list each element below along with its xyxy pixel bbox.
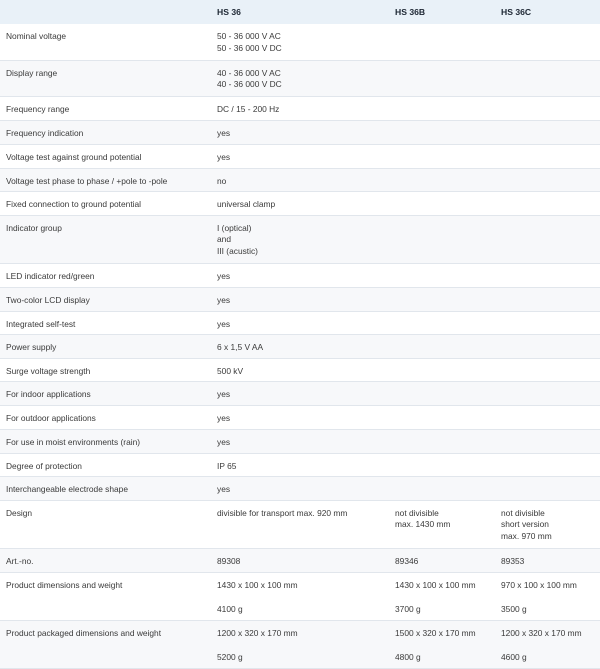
spec-value-hs-36b	[387, 572, 493, 620]
spec-value-line: not divisible	[501, 507, 545, 518]
spec-value-line: III (acustic)	[217, 245, 258, 256]
table-row	[0, 215, 600, 263]
spec-value-line: 50 - 36 000 V DC	[217, 42, 282, 53]
spec-value-line: 3500 g	[501, 603, 527, 614]
spec-value-hs-36	[209, 191, 387, 215]
spec-value-hs-36c	[493, 381, 600, 405]
spec-table-header	[0, 0, 600, 24]
table-row	[0, 381, 600, 405]
table-row	[0, 500, 600, 548]
spec-value-hs-36b	[387, 358, 493, 381]
spec-value-hs-36b	[387, 263, 493, 287]
spec-value-hs-36b	[387, 144, 493, 168]
header-hs-36b: HS 36B	[395, 7, 426, 17]
spec-label: Voltage test against ground potential	[6, 151, 142, 162]
spec-value-hs-36b	[387, 96, 493, 120]
spec-value-hs-36c	[493, 215, 600, 263]
spec-value-line: yes	[217, 127, 231, 138]
spec-value-line: 89353	[501, 555, 525, 566]
table-row	[0, 24, 600, 60]
table-row	[0, 453, 600, 476]
table-row	[0, 96, 600, 120]
table-row	[0, 548, 600, 572]
spec-value-hs-36c	[493, 358, 600, 381]
spec-value-line: 40 - 36 000 V DC	[217, 79, 282, 89]
spec-value-line: 1430 x 100 x 100 mm	[217, 579, 298, 590]
spec-value-hs-36b	[387, 476, 493, 500]
spec-value-hs-36b	[387, 168, 493, 191]
spec-label: For use in moist environments (rain)	[6, 436, 141, 447]
spec-value-hs-36	[209, 263, 387, 287]
spec-value-hs-36b	[387, 405, 493, 429]
spec-value-line: 1500 x 320 x 170 mm	[395, 627, 476, 638]
spec-value-hs-36b	[387, 191, 493, 215]
spec-value-hs-36b	[387, 24, 493, 60]
spec-value-hs-36c	[493, 476, 600, 500]
spec-value-line: not divisible	[395, 507, 439, 518]
spec-value-line: 50 - 36 000 V AC	[217, 31, 281, 41]
spec-value-hs-36	[209, 120, 387, 144]
spec-label: Product dimensions and weight	[6, 579, 123, 590]
spec-value-line: yes	[217, 151, 231, 162]
spec-value-line: DC / 15 - 200 Hz	[217, 103, 280, 114]
spec-value-hs-36b	[387, 453, 493, 476]
spec-label: Degree of protection	[6, 460, 82, 471]
spec-value-line: 3700 g	[395, 603, 421, 614]
spec-value-hs-36	[209, 476, 387, 500]
spec-value-line: 1430 x 100 x 100 mm	[395, 579, 476, 590]
spec-value-hs-36c	[493, 287, 600, 311]
spec-value-hs-36b	[387, 381, 493, 405]
spec-label: LED indicator red/green	[6, 270, 95, 281]
spec-value-hs-36c	[493, 311, 600, 334]
spec-value-hs-36b	[387, 215, 493, 263]
spec-value-hs-36c	[493, 405, 600, 429]
spec-value-line	[217, 639, 387, 652]
spec-value-hs-36	[209, 405, 387, 429]
spec-value-line: 1200 x 320 x 170 mm	[501, 627, 582, 638]
spec-value-line: yes	[217, 318, 231, 329]
spec-value-line	[501, 591, 600, 604]
spec-value-hs-36	[209, 500, 387, 548]
table-row	[0, 311, 600, 334]
spec-value-line: divisible for transport max. 920 mm	[217, 507, 348, 518]
spec-label: Surge voltage strength	[6, 365, 91, 376]
spec-value-hs-36b	[387, 620, 493, 668]
spec-value-hs-36	[209, 311, 387, 334]
spec-label: Fixed connection to ground potential	[6, 198, 142, 209]
spec-value-line: universal clamp	[217, 198, 276, 209]
spec-value-hs-36	[209, 168, 387, 191]
table-row	[0, 120, 600, 144]
table-row	[0, 144, 600, 168]
spec-value-hs-36c	[493, 334, 600, 358]
spec-value-hs-36c	[493, 620, 600, 668]
spec-value-hs-36c	[493, 24, 600, 60]
spec-label: Indicator group	[6, 222, 62, 233]
spec-label: Two-color LCD display	[6, 294, 90, 305]
spec-value-hs-36	[209, 381, 387, 405]
spec-value-line: 6 x 1,5 V AA	[217, 341, 264, 352]
spec-value-line: yes	[217, 436, 231, 447]
spec-value-hs-36c	[493, 60, 600, 96]
spec-value-line: 89346	[395, 555, 419, 566]
spec-value-hs-36	[209, 287, 387, 311]
spec-value-hs-36	[209, 429, 387, 453]
spec-value-hs-36	[209, 334, 387, 358]
spec-value-line: yes	[217, 270, 231, 281]
header-row	[0, 0, 600, 24]
table-row	[0, 405, 600, 429]
spec-value-line: 1200 x 320 x 170 mm	[217, 627, 298, 638]
spec-value-hs-36c	[493, 429, 600, 453]
table-row	[0, 263, 600, 287]
spec-value-hs-36c	[493, 96, 600, 120]
spec-value-hs-36	[209, 620, 387, 668]
spec-value-hs-36	[209, 358, 387, 381]
spec-value-line: max. 1430 mm	[395, 519, 451, 529]
spec-value-hs-36	[209, 572, 387, 620]
spec-value-line: yes	[217, 412, 231, 423]
spec-value-line: I (optical)	[217, 222, 252, 233]
spec-value-line: 970 x 100 x 100 mm	[501, 579, 577, 590]
spec-value-line: 89308	[217, 555, 241, 566]
spec-value-hs-36c	[493, 191, 600, 215]
spec-value-hs-36	[209, 215, 387, 263]
table-row	[0, 334, 600, 358]
spec-label: Nominal voltage	[6, 31, 67, 41]
table-row	[0, 429, 600, 453]
spec-value-hs-36b	[387, 500, 493, 548]
spec-value-hs-36	[209, 453, 387, 476]
spec-label: Power supply	[6, 341, 57, 352]
spec-label: Product packaged dimensions and weight	[6, 627, 162, 638]
spec-value-hs-36	[209, 144, 387, 168]
spec-value-hs-36b	[387, 60, 493, 96]
spec-value-hs-36b	[387, 311, 493, 334]
spec-value-hs-36	[209, 24, 387, 60]
spec-label: Design	[6, 507, 33, 518]
spec-value-line: IP 65	[217, 460, 237, 471]
spec-value-hs-36c	[493, 572, 600, 620]
spec-label: Interchangeable electrode shape	[6, 483, 128, 494]
spec-label: For outdoor applications	[6, 412, 96, 423]
spec-value-hs-36b	[387, 287, 493, 311]
spec-table-body	[0, 24, 600, 668]
spec-value-hs-36c	[493, 453, 600, 476]
spec-value-hs-36b	[387, 548, 493, 572]
spec-value-hs-36	[209, 96, 387, 120]
spec-value-hs-36c	[493, 548, 600, 572]
spec-value-hs-36b	[387, 334, 493, 358]
table-row	[0, 620, 600, 668]
spec-label: Art.-no.	[6, 555, 34, 566]
spec-value-line: 40 - 36 000 V AC	[217, 67, 281, 78]
spec-label: Frequency range	[6, 103, 70, 114]
spec-value-line: short version	[501, 519, 549, 529]
spec-value-hs-36c	[493, 120, 600, 144]
spec-value-line: yes	[217, 483, 231, 494]
spec-value-hs-36c	[493, 144, 600, 168]
spec-value-hs-36c	[493, 168, 600, 191]
table-row	[0, 191, 600, 215]
header-hs-36: HS 36	[217, 7, 241, 17]
spec-value-line: 5200 g	[217, 651, 243, 662]
table-row	[0, 572, 600, 620]
spec-value-line	[217, 591, 387, 604]
spec-value-hs-36c	[493, 263, 600, 287]
spec-value-hs-36c	[493, 500, 600, 548]
spec-label: For indoor applications	[6, 388, 91, 399]
spec-value-line: no	[217, 175, 227, 186]
spec-label: Integrated self-test	[6, 318, 76, 329]
spec-value-line	[501, 639, 600, 652]
spec-value-line	[395, 591, 493, 604]
spec-value-hs-36	[209, 60, 387, 96]
spec-value-line: max. 970 mm	[501, 530, 552, 541]
table-row	[0, 287, 600, 311]
spec-label: Display range	[6, 67, 58, 78]
spec-value-line: 4600 g	[501, 651, 527, 662]
table-row	[0, 476, 600, 500]
table-row	[0, 60, 600, 96]
spec-value-hs-36b	[387, 429, 493, 453]
spec-value-line: 4800 g	[395, 651, 421, 662]
spec-value-line: 500 kV	[217, 365, 244, 376]
spec-value-line: 4100 g	[217, 603, 243, 614]
spec-value-line: yes	[217, 294, 231, 305]
spec-value-line	[395, 639, 493, 652]
spec-value-line: and	[217, 234, 231, 244]
spec-label: Voltage test phase to phase / +pole to -pole	[6, 175, 168, 186]
spec-label: Frequency indication	[6, 127, 84, 138]
table-row	[0, 358, 600, 381]
spec-value-hs-36b	[387, 120, 493, 144]
spec-value-line: yes	[217, 388, 231, 399]
header-label-column	[0, 0, 209, 24]
header-hs-36c: HS 36C	[501, 7, 532, 17]
spec-value-hs-36	[209, 548, 387, 572]
table-row	[0, 168, 600, 191]
